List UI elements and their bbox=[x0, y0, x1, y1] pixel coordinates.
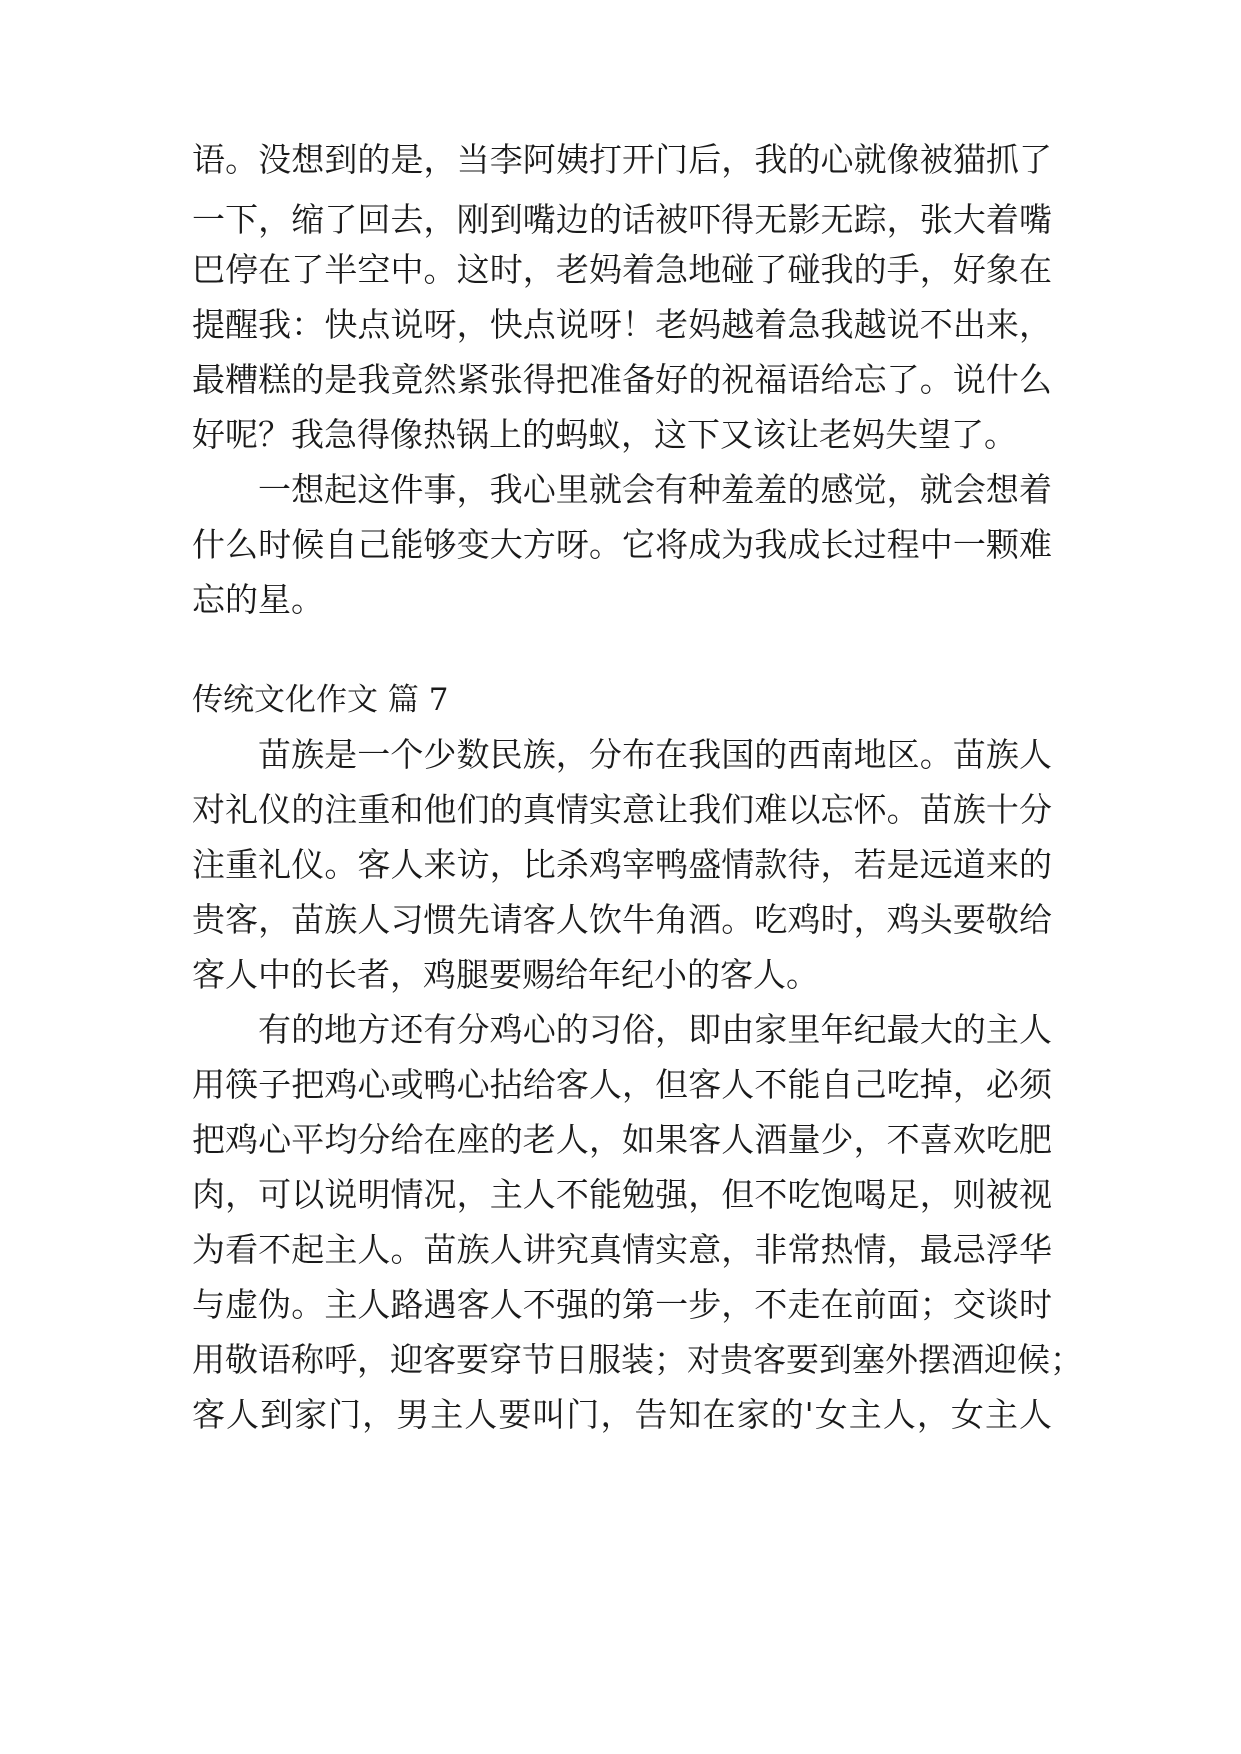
paragraph-line: 什么时候自己能够变大方呀。它将成为我成长过程中一颗难 bbox=[192, 525, 1052, 564]
section-heading: 传统文化作文 篇 7 bbox=[192, 682, 449, 718]
paragraph-line: 对礼仪的注重和他们的真情实意让我们难以忘怀。苗族十分 bbox=[192, 790, 1052, 829]
paragraph-line: 客人中的长者，鸡腿要赐给年纪小的客人。 bbox=[192, 955, 819, 994]
paragraph-line: 用筷子把鸡心或鸭心拈给客人，但客人不能自己吃掉，必须 bbox=[192, 1065, 1052, 1104]
paragraph-line: 苗族是一个少数民族，分布在我国的西南地区。苗族人 bbox=[258, 735, 1052, 774]
paragraph-line: 贵客，苗族人习惯先请客人饮牛角酒。吃鸡时，鸡头要敬给 bbox=[192, 900, 1052, 939]
paragraph-line: 好呢？我急得像热锅上的蚂蚁，这下又该让老妈失望了。 bbox=[192, 415, 1017, 454]
paragraph-line: 把鸡心平均分给在座的老人，如果客人酒量少，不喜欢吃肥 bbox=[192, 1120, 1052, 1159]
paragraph-line: 客人到家门，男主人要叫门，告知在家的'女主人，女主人 bbox=[192, 1395, 1052, 1434]
paragraph-line: 肉，可以说明情况，主人不能勉强，但不吃饱喝足，则被视 bbox=[192, 1175, 1052, 1214]
paragraph-line: 巴停在了半空中。这时，老妈着急地碰了碰我的手，好象在 bbox=[192, 250, 1052, 289]
paragraph-line: 一下，缩了回去，刚到嘴边的话被吓得无影无踪，张大着嘴 bbox=[192, 200, 1052, 239]
paragraph-line: 注重礼仪。客人来访，比杀鸡宰鸭盛情款待，若是远道来的 bbox=[192, 845, 1052, 884]
paragraph-line: 一想起这件事，我心里就会有种羞羞的感觉，就会想着 bbox=[258, 470, 1052, 509]
paragraph-line: 提醒我：快点说呀，快点说呀！老妈越着急我越说不出来， bbox=[192, 305, 1052, 344]
paragraph-line: 最糟糕的是我竟然紧张得把准备好的祝福语给忘了。说什么 bbox=[192, 360, 1052, 399]
paragraph-line: 有的地方还有分鸡心的习俗，即由家里年纪最大的主人 bbox=[258, 1010, 1052, 1049]
paragraph-line: 忘的星。 bbox=[192, 580, 324, 619]
paragraph-line: 为看不起主人。苗族人讲究真情实意，非常热情，最忌浮华 bbox=[192, 1230, 1052, 1269]
paragraph-line: 语。没想到的是，当李阿姨打开门后，我的心就像被猫抓了 bbox=[192, 140, 1052, 179]
paragraph-line: 用敬语称呼，迎客要穿节日服装；对贵客要到塞外摆酒迎候； bbox=[192, 1340, 1083, 1379]
paragraph-line: 与虚伪。主人路遇客人不强的第一步，不走在前面；交谈时 bbox=[192, 1285, 1052, 1324]
